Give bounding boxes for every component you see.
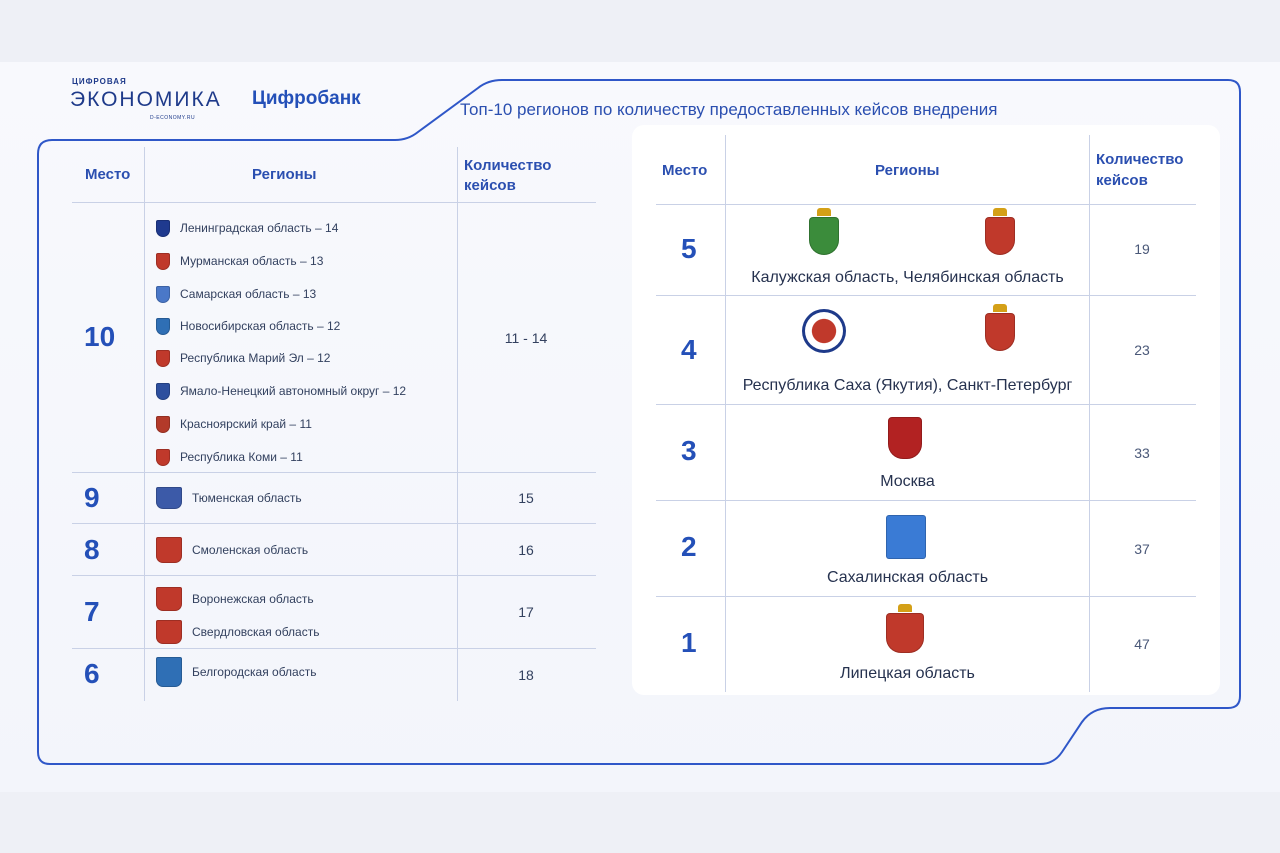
header-count-line1: Количество <box>1096 151 1184 168</box>
row-divider <box>656 596 1196 597</box>
coat-of-arms-icon <box>156 449 170 466</box>
region-name: Ленинградская область – 14 <box>180 221 339 235</box>
region-name: Свердловская область <box>192 625 320 639</box>
row-divider <box>72 523 596 524</box>
place-number: 6 <box>84 658 100 689</box>
column-divider <box>1089 135 1090 692</box>
region-item <box>156 413 312 435</box>
region-item <box>156 446 303 468</box>
row-divider <box>656 500 1196 501</box>
header-count-line2: кейсов <box>464 177 516 194</box>
place-number: 4 <box>681 334 697 365</box>
left-ranking-table <box>72 145 596 701</box>
header-count <box>1096 149 1183 191</box>
region-name: Москва <box>880 473 935 490</box>
region-item <box>156 588 314 610</box>
region-name: Сахалинская область <box>826 569 989 586</box>
region-item <box>156 380 406 402</box>
region-item <box>156 661 316 683</box>
column-divider <box>725 135 726 692</box>
case-count: 17 <box>518 604 534 620</box>
coat-of-arms-icon <box>156 286 170 303</box>
coat-of-arms-icon <box>156 620 182 644</box>
region-name: Мурманская область – 13 <box>180 254 324 268</box>
coat-of-arms-icon <box>886 515 926 559</box>
region-name: Республика Саха (Якутия), Санкт-Петербург <box>742 377 1073 394</box>
region-item <box>156 487 302 509</box>
right-ranking-table <box>632 125 1220 695</box>
place-number: 9 <box>84 482 100 513</box>
partner-name: Цифробанк <box>252 88 361 109</box>
place-number: 2 <box>681 531 697 562</box>
region-item <box>156 347 330 369</box>
case-count: 18 <box>518 667 534 683</box>
case-count: 11 - 14 <box>504 330 548 346</box>
coat-of-arms-icon <box>809 217 839 255</box>
region-name: Калужская область, Челябинская область <box>751 269 1064 286</box>
coat-of-arms-icon <box>156 253 170 270</box>
coat-of-arms-icon <box>985 313 1015 351</box>
coat-of-arms-icon <box>156 537 182 563</box>
coat-of-arms-icon <box>156 220 170 237</box>
region-name: Республика Коми – 11 <box>180 450 303 464</box>
region-name: Красноярский край – 11 <box>180 417 312 431</box>
column-divider <box>457 147 458 701</box>
place-number: 5 <box>681 233 697 264</box>
coat-of-arms-icon <box>985 217 1015 255</box>
region-item <box>156 621 319 643</box>
place-number: 1 <box>681 627 697 658</box>
header-count-line1: Количество <box>464 157 552 174</box>
logo-domain: D-ECONOMY.RU <box>150 115 196 121</box>
row-divider <box>72 472 596 473</box>
coat-of-arms-icon <box>156 587 182 611</box>
row-divider <box>656 204 1196 205</box>
coat-of-arms-icon <box>156 383 170 400</box>
region-name: Смоленская область <box>192 543 309 557</box>
case-count: 15 <box>518 490 534 506</box>
region-item <box>156 283 316 305</box>
header-count <box>464 156 551 196</box>
header-regions: Регионы <box>875 162 940 179</box>
coat-of-arms-icon <box>802 309 846 353</box>
place-number: 7 <box>84 596 100 627</box>
column-divider <box>144 147 145 701</box>
coat-of-arms-icon <box>156 318 170 335</box>
region-name: Республика Марий Эл – 12 <box>180 351 331 365</box>
region-name: Воронежская область <box>192 592 314 606</box>
case-count: 37 <box>1134 541 1150 557</box>
coat-of-arms-icon <box>888 417 922 459</box>
region-name: Новосибирская область – 12 <box>180 319 341 333</box>
header-regions: Регионы <box>252 166 317 183</box>
row-divider <box>656 404 1196 405</box>
logo-title: ЭКОНОМИКА <box>70 88 222 111</box>
region-item <box>156 539 308 561</box>
coat-of-arms-icon <box>886 613 924 653</box>
region-name: Белгородская область <box>192 665 317 679</box>
region-name: Тюменская область <box>192 491 302 505</box>
region-item <box>156 250 323 272</box>
place-number: 3 <box>681 435 697 466</box>
coat-of-arms-icon <box>156 416 170 433</box>
header-place: Место <box>662 162 708 179</box>
page-title: Топ-10 регионов по количеству предоставленных кейсов внедрения <box>460 100 998 119</box>
region-item <box>156 315 340 337</box>
coat-of-arms-icon <box>156 350 170 367</box>
case-count: 23 <box>1134 342 1150 358</box>
header-count-line2: кейсов <box>1096 172 1148 189</box>
case-count: 47 <box>1134 636 1150 652</box>
case-count: 19 <box>1134 241 1150 257</box>
case-count: 33 <box>1134 445 1150 461</box>
region-name: Самарская область – 13 <box>180 287 317 301</box>
row-divider <box>72 575 596 576</box>
header-place: Место <box>85 166 131 183</box>
region-name: Ямало-Ненецкий автономный округ – 12 <box>180 384 407 398</box>
case-count: 16 <box>518 542 534 558</box>
row-divider <box>656 295 1196 296</box>
row-divider <box>72 202 596 203</box>
row-divider <box>72 648 596 649</box>
coat-of-arms-icon <box>156 487 182 509</box>
place-number: 8 <box>84 534 100 565</box>
coat-of-arms-icon <box>156 657 182 687</box>
place-number: 10 <box>84 321 116 352</box>
region-name: Липецкая область <box>840 665 975 682</box>
logo-caption: ЦИФРОВАЯ <box>72 77 127 86</box>
region-item <box>156 217 338 239</box>
